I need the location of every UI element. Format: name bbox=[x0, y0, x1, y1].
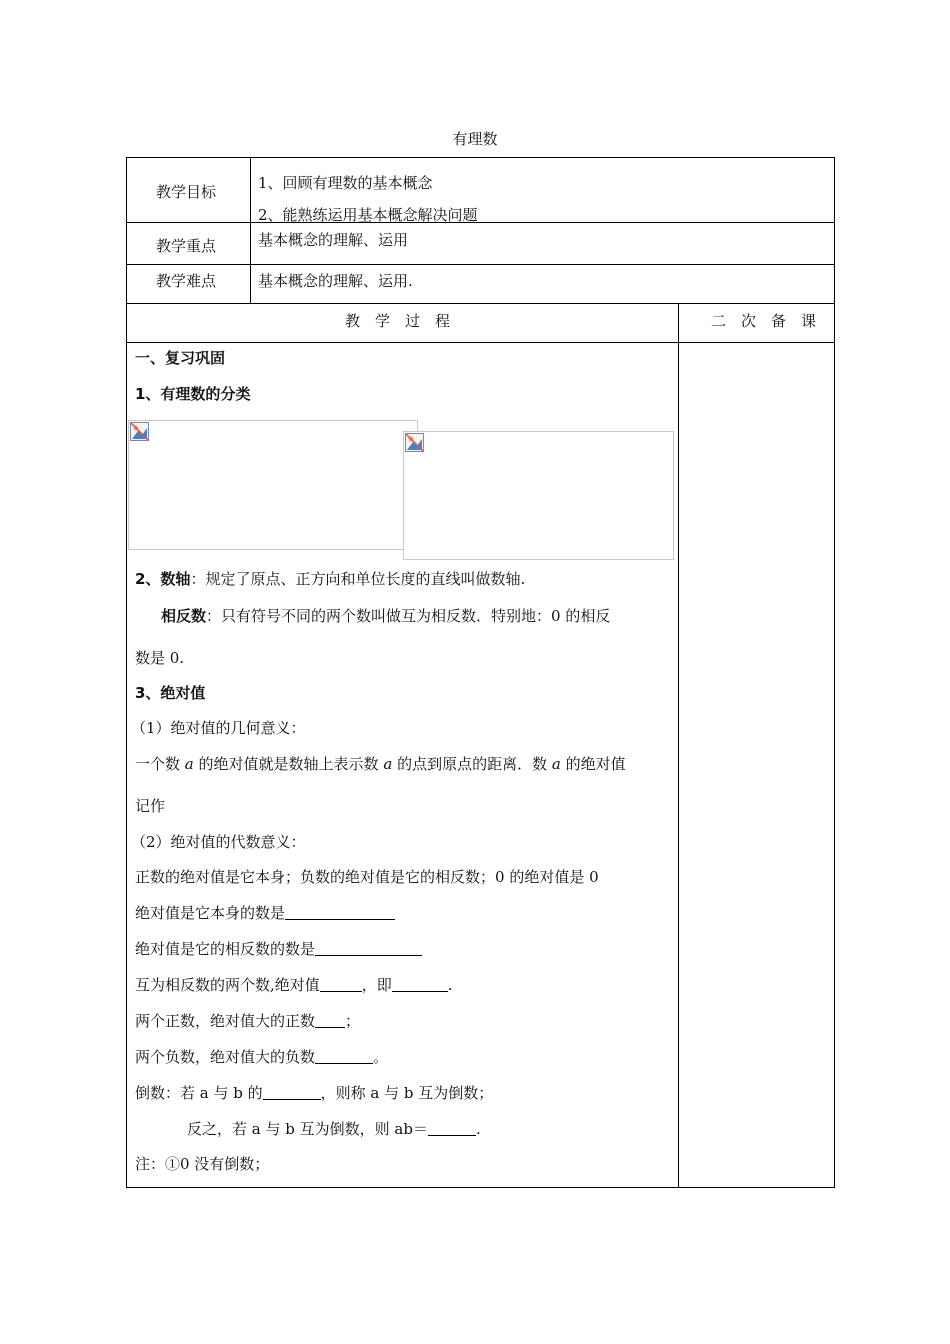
text-part: ； bbox=[345, 1012, 361, 1030]
text-part: 一个数 bbox=[135, 755, 181, 773]
text-part: 的绝对值 bbox=[565, 755, 626, 773]
section-heading: 一、复习巩固 bbox=[135, 349, 226, 367]
text-part: 反之，若 a 与 b 互为倒数，则 ab＝ bbox=[187, 1120, 428, 1138]
text-part: . bbox=[447, 976, 453, 994]
opposite-label: 相反数 bbox=[161, 607, 207, 625]
answer-blank[interactable] bbox=[428, 1135, 476, 1136]
number-line-definition bbox=[135, 568, 525, 589]
text-part: 的绝对值就是数轴上表示数 bbox=[198, 755, 379, 773]
secondary-header: 二次备课 bbox=[711, 312, 832, 330]
number-line-text: ：规定了原点、正方向和单位长度的直线叫做数轴. bbox=[190, 570, 526, 588]
broken-image-icon bbox=[130, 422, 149, 441]
answer-blank[interactable] bbox=[392, 991, 448, 992]
algebraic-meaning-heading: （2）绝对值的代数意义： bbox=[131, 833, 306, 851]
blank-line-opposite bbox=[135, 938, 422, 959]
text-part: ，即 bbox=[361, 976, 392, 994]
variable-a: a bbox=[551, 755, 561, 773]
geometric-meaning-text bbox=[135, 753, 626, 774]
opposite-text-continued: 数是 0. bbox=[135, 649, 185, 667]
variable-a: a bbox=[383, 755, 393, 773]
answer-blank[interactable] bbox=[315, 1027, 345, 1028]
text-part: 两个正数，绝对值大的正数 bbox=[135, 1012, 316, 1030]
difficulties: 基本概念的理解、运用. bbox=[258, 272, 413, 290]
opposite-text: ：只有符号不同的两个数叫做互为相反数．特别地：0 的相反 bbox=[206, 607, 611, 625]
opposite-definition bbox=[161, 605, 610, 626]
text-part: ，则称 a 与 b 互为倒数； bbox=[320, 1084, 494, 1102]
geometric-meaning-text-continued: 记作 bbox=[135, 797, 166, 815]
algebraic-meaning-text: 正数的绝对值是它本身；负数的绝对值是它的相反数；0 的绝对值是 0 bbox=[135, 868, 599, 886]
classification-heading: 1、有理数的分类 bbox=[135, 385, 251, 403]
absolute-value-heading: 3、绝对值 bbox=[135, 684, 206, 702]
number-line-label: 2、数轴 bbox=[135, 570, 191, 588]
text-part: 绝对值是它的相反数的数是 bbox=[135, 940, 316, 958]
text-part: 。 bbox=[373, 1048, 389, 1066]
blank-line-self bbox=[135, 902, 395, 923]
objective-2: 2、能熟练运用基本概念解决问题 bbox=[258, 206, 478, 224]
variable-a: a bbox=[184, 755, 194, 773]
broken-image-icon bbox=[405, 433, 424, 452]
text-part: 互为相反数的两个数,绝对值 bbox=[135, 976, 320, 994]
answer-blank[interactable] bbox=[263, 1099, 321, 1100]
text-part: 的点到原点的距离．数 bbox=[397, 755, 548, 773]
answer-blank[interactable] bbox=[315, 955, 422, 956]
answer-blank[interactable] bbox=[285, 919, 395, 920]
blank-line-negative bbox=[135, 1046, 388, 1067]
reciprocal-definition bbox=[135, 1082, 493, 1103]
difficulties-label: 教学难点 bbox=[156, 272, 217, 290]
process-header: 教学过程 bbox=[345, 312, 466, 330]
classification-image-2 bbox=[403, 431, 674, 560]
geometric-meaning-heading: （1）绝对值的几何意义： bbox=[131, 719, 306, 737]
reciprocal-note: 注：①0 没有倒数； bbox=[135, 1155, 270, 1173]
key-points: 基本概念的理解、运用 bbox=[258, 231, 409, 249]
text-part: 两个负数，绝对值大的负数 bbox=[135, 1048, 316, 1066]
key-points-label: 教学重点 bbox=[156, 237, 217, 255]
text-part: 绝对值是它本身的数是 bbox=[135, 904, 286, 922]
objectives-label: 教学目标 bbox=[156, 183, 217, 201]
text-part: 倒数：若 a 与 b 的 bbox=[135, 1084, 263, 1102]
answer-blank[interactable] bbox=[315, 1063, 373, 1064]
text-part: . bbox=[475, 1120, 481, 1138]
page-title: 有理数 bbox=[452, 130, 498, 148]
reciprocal-converse bbox=[187, 1118, 481, 1139]
classification-image-1 bbox=[128, 420, 418, 550]
blank-line-pair bbox=[135, 974, 453, 995]
answer-blank[interactable] bbox=[320, 991, 362, 992]
blank-line-positive bbox=[135, 1010, 360, 1031]
objective-1: 1、回顾有理数的基本概念 bbox=[258, 174, 433, 192]
